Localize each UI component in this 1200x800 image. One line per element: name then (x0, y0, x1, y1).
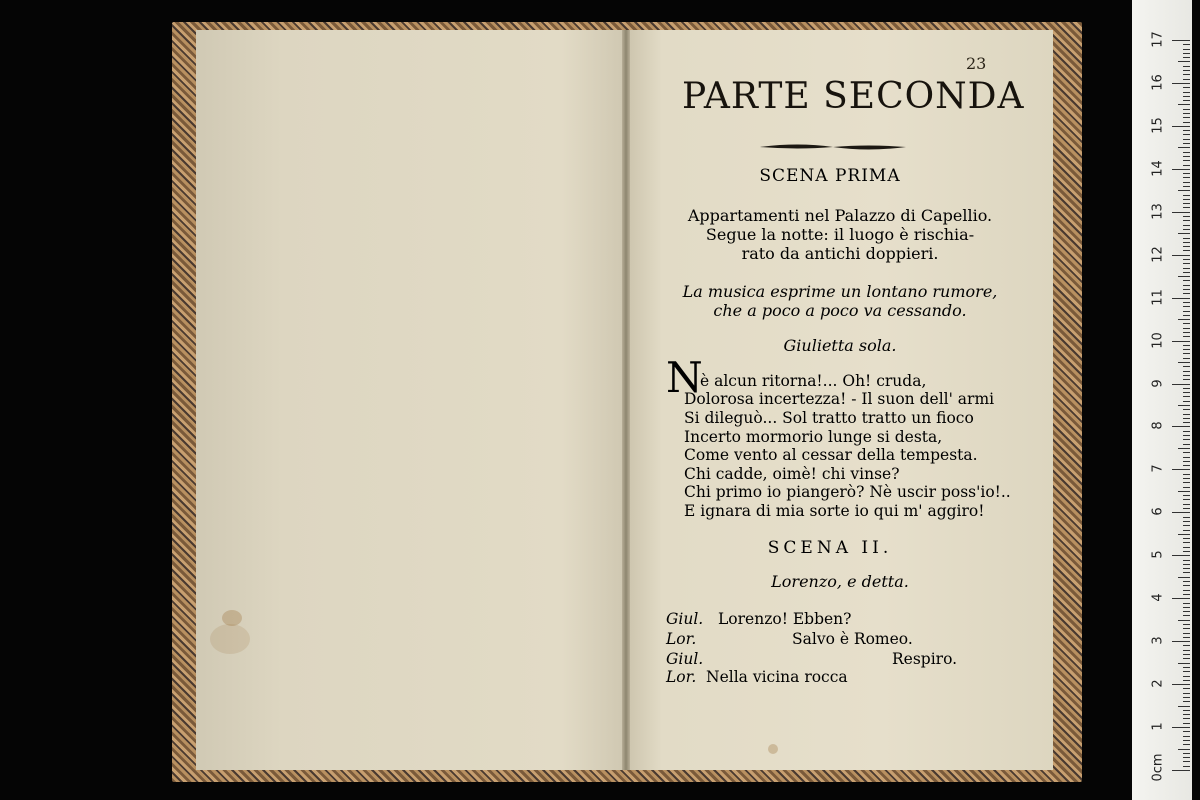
ruler-label: 3 (1150, 636, 1166, 645)
ruler-label: 16 (1150, 74, 1166, 91)
ruler-minor-tick (1183, 457, 1190, 458)
ruler-minor-tick (1183, 654, 1190, 655)
ruler-minor-tick (1183, 547, 1190, 548)
ruler-minor-tick (1183, 109, 1190, 110)
ruler-minor-tick (1183, 585, 1190, 586)
ruler-minor-tick (1183, 79, 1190, 80)
foxing-stain (768, 744, 778, 754)
ruler-minor-tick (1183, 203, 1190, 204)
dialogue-line: Salvo è Romeo. (792, 630, 913, 648)
ruler-minor-tick (1183, 396, 1190, 397)
ruler-minor-tick (1183, 177, 1190, 178)
ruler-minor-tick (1183, 409, 1190, 410)
ruler-minor-tick (1183, 633, 1190, 634)
ruler-label: 10 (1150, 331, 1166, 349)
ruler-label: 13 (1150, 202, 1166, 220)
ruler-tick (1172, 770, 1190, 771)
ruler-minor-tick (1183, 693, 1190, 694)
ruler-minor-tick (1183, 615, 1190, 616)
ruler-minor-tick (1178, 706, 1190, 707)
ruler-minor-tick (1183, 122, 1190, 123)
ruler-minor-tick (1183, 723, 1190, 724)
ruler-minor-tick (1183, 414, 1190, 415)
dialogue-speaker: Giul. (666, 610, 704, 628)
ruler-minor-tick (1183, 422, 1190, 423)
ruler-minor-tick (1183, 311, 1190, 312)
ruler-minor-tick (1183, 328, 1190, 329)
verse-line: E ignara di mia sorte io qui m' aggiro! (684, 502, 985, 520)
ruler-tick (1172, 255, 1190, 256)
ruler-tick (1172, 469, 1190, 470)
ruler-minor-tick (1183, 289, 1190, 290)
ruler-minor-tick (1183, 560, 1190, 561)
page-number: 23 (966, 54, 987, 73)
ruler-label: 14 (1150, 160, 1166, 177)
ruler-minor-tick (1183, 628, 1190, 629)
ruler-minor-tick (1183, 388, 1190, 389)
ruler-label: 7 (1150, 464, 1166, 474)
ruler-minor-tick (1183, 323, 1190, 324)
ruler-minor-tick (1183, 57, 1190, 58)
stage-direction: La musica esprime un lontano rumore, (682, 282, 998, 301)
ruler-minor-tick (1183, 242, 1190, 243)
ruler-minor-tick (1183, 87, 1190, 88)
ruler-minor-tick (1183, 53, 1190, 54)
ruler-label: 2 (1150, 679, 1166, 688)
ruler-minor-tick (1183, 332, 1190, 333)
ruler-minor-tick (1183, 624, 1190, 625)
ruler-minor-tick (1183, 710, 1190, 711)
verse-line: Come vento al cessar della tempesta. (684, 446, 978, 464)
ruler-minor-tick (1183, 345, 1190, 346)
ruler-minor-tick (1183, 152, 1190, 153)
foxing-stain (210, 624, 250, 654)
ruler-tick (1172, 298, 1190, 299)
ruler-minor-tick (1178, 577, 1190, 578)
ruler-minor-tick (1183, 757, 1190, 758)
ruler-minor-tick (1183, 199, 1190, 200)
ruler-minor-tick (1183, 572, 1190, 573)
ruler-minor-tick (1178, 104, 1190, 105)
ruler-minor-tick (1183, 761, 1190, 762)
ruler-minor-tick (1183, 461, 1190, 462)
ruler-minor-tick (1183, 718, 1190, 719)
ruler-minor-tick (1183, 268, 1190, 269)
ruler-minor-tick (1183, 134, 1190, 135)
ruler-minor-tick (1183, 482, 1190, 483)
ruler-minor-tick (1183, 49, 1190, 50)
ruler-label: 11 (1150, 288, 1166, 306)
ruler-minor-tick (1183, 637, 1190, 638)
ruler-label: 0cm (1150, 753, 1166, 782)
dialogue-speaker: Giul. (666, 650, 704, 668)
stage-direction: che a poco a poco va cessando. (713, 301, 967, 320)
ruler-minor-tick (1178, 362, 1190, 363)
ruler-minor-tick (1183, 504, 1190, 505)
ruler-minor-tick (1183, 487, 1190, 488)
ruler-minor-tick (1183, 315, 1190, 316)
ruler-minor-tick (1178, 749, 1190, 750)
ruler-minor-tick (1178, 319, 1190, 320)
verse-line: Incerto mormorio lunge si desta, (684, 428, 943, 446)
dialogue-speaker: Lor. (666, 630, 697, 648)
ruler-minor-tick (1178, 405, 1190, 406)
ruler-tick (1172, 212, 1190, 213)
ruler-label: 17 (1150, 31, 1166, 48)
ruler-tick (1172, 727, 1190, 728)
ruler-minor-tick (1183, 70, 1190, 71)
ruler-minor-tick (1178, 620, 1190, 621)
ruler-minor-tick (1183, 220, 1190, 221)
ruler-minor-tick (1183, 186, 1190, 187)
ruler-minor-tick (1183, 671, 1190, 672)
ruler-minor-tick (1183, 225, 1190, 226)
ruler-minor-tick (1183, 130, 1190, 131)
ruler-minor-tick (1183, 603, 1190, 604)
ruler-minor-tick (1183, 366, 1190, 367)
ruler-minor-tick (1183, 156, 1190, 157)
ruler-minor-tick (1183, 173, 1190, 174)
ruler-minor-tick (1183, 439, 1190, 440)
ruler-minor-tick (1183, 676, 1190, 677)
ruler-minor-tick (1183, 731, 1190, 732)
ruler-tick (1172, 169, 1190, 170)
ruler-minor-tick (1183, 744, 1190, 745)
ruler-minor-tick (1183, 229, 1190, 230)
drop-cap: N (666, 353, 703, 402)
ruler-minor-tick (1183, 246, 1190, 247)
ruler-minor-tick (1183, 259, 1190, 260)
ruler-minor-tick (1183, 452, 1190, 453)
ruler-minor-tick (1183, 306, 1190, 307)
ruler-minor-tick (1183, 216, 1190, 217)
book-gutter (622, 30, 630, 770)
ruler-minor-tick (1178, 147, 1190, 148)
ruler-minor-tick (1183, 607, 1190, 608)
verse-line: Chi cadde, oimè! chi vinse? (684, 465, 900, 483)
ruler-minor-tick (1183, 375, 1190, 376)
ruler-minor-tick (1183, 650, 1190, 651)
ruler-minor-tick (1178, 491, 1190, 492)
ruler-tick (1172, 512, 1190, 513)
ruler-minor-tick (1183, 444, 1190, 445)
character-note: Lorenzo, e detta. (771, 572, 909, 591)
ruler-minor-tick (1183, 379, 1190, 380)
ruler-tick (1172, 598, 1190, 599)
ruler-minor-tick (1183, 521, 1190, 522)
ruler-minor-tick (1183, 165, 1190, 166)
ruler-minor-tick (1178, 663, 1190, 664)
ruler-label: 5 (1150, 550, 1166, 559)
ruler-minor-tick (1183, 753, 1190, 754)
scene-heading: SCENA II. (767, 538, 893, 558)
ruler-minor-tick (1183, 358, 1190, 359)
ruler-minor-tick (1183, 542, 1190, 543)
ruler-minor-tick (1183, 302, 1190, 303)
ruler-minor-tick (1183, 207, 1190, 208)
ruler-minor-tick (1183, 564, 1190, 565)
ruler-label: 9 (1150, 378, 1166, 388)
verse-line: Chi primo io piangerò? Nè uscir poss'io!.. (684, 483, 1011, 501)
ruler-minor-tick (1183, 293, 1190, 294)
ruler-minor-tick (1178, 534, 1190, 535)
ruler-minor-tick (1183, 74, 1190, 75)
ruler-tick (1172, 384, 1190, 385)
ruler-label: 8 (1150, 421, 1166, 431)
ruler-label: 1 (1150, 722, 1166, 731)
ruler-minor-tick (1183, 525, 1190, 526)
ruler-tick (1172, 40, 1190, 41)
left-page (196, 30, 626, 770)
verse-line: Si dileguò... Sol tratto tratto un fioco (684, 409, 974, 427)
ruler-minor-tick (1183, 353, 1190, 354)
ruler-minor-tick (1183, 688, 1190, 689)
ruler-tick (1172, 555, 1190, 556)
ruler-minor-tick (1183, 581, 1190, 582)
ruler-minor-tick (1183, 263, 1190, 264)
ruler-minor-tick (1183, 100, 1190, 101)
ruler-minor-tick (1183, 96, 1190, 97)
ruler-minor-tick (1183, 530, 1190, 531)
ruler-minor-tick (1183, 499, 1190, 500)
setting-line: Segue la notte: il luogo è rischia- (705, 225, 975, 244)
ruler-minor-tick (1183, 495, 1190, 496)
ruler-minor-tick (1183, 714, 1190, 715)
ruler-minor-tick (1183, 182, 1190, 183)
ruler-minor-tick (1178, 448, 1190, 449)
ornament-rule (758, 140, 908, 154)
ruler-minor-tick (1183, 508, 1190, 509)
ruler-minor-tick (1183, 195, 1190, 196)
verse-line: è alcun ritorna!... Oh! cruda, (700, 372, 927, 390)
ruler-minor-tick (1183, 766, 1190, 767)
ruler-minor-tick (1183, 418, 1190, 419)
ruler-minor-tick (1183, 280, 1190, 281)
dialogue-line: Lorenzo! Ebben? (718, 610, 852, 628)
ruler-minor-tick (1183, 568, 1190, 569)
ruler-tick (1172, 641, 1190, 642)
ruler-minor-tick (1183, 658, 1190, 659)
ruler-minor-tick (1183, 645, 1190, 646)
scene-heading: SCENA PRIMA (759, 166, 901, 186)
ruler-minor-tick (1183, 740, 1190, 741)
ruler-tick (1172, 83, 1190, 84)
ruler-minor-tick (1183, 44, 1190, 45)
ruler-label: 12 (1150, 245, 1166, 263)
ruler-minor-tick (1183, 336, 1190, 337)
ruler-minor-tick (1183, 478, 1190, 479)
ruler-minor-tick (1183, 92, 1190, 93)
ruler-minor-tick (1183, 392, 1190, 393)
ruler-minor-tick (1183, 285, 1190, 286)
ruler-minor-tick (1183, 517, 1190, 518)
dialogue-speaker: Lor. (666, 668, 697, 686)
ruler-minor-tick (1183, 143, 1190, 144)
ruler-tick (1172, 426, 1190, 427)
ruler-label: 15 (1150, 117, 1166, 134)
ruler-tick (1172, 684, 1190, 685)
ruler-tick (1172, 126, 1190, 127)
ruler-minor-tick (1183, 139, 1190, 140)
ruler-minor-tick (1183, 611, 1190, 612)
ruler-minor-tick (1183, 465, 1190, 466)
ruler-label: 6 (1150, 507, 1166, 516)
ruler-minor-tick (1178, 276, 1190, 277)
ruler-minor-tick (1183, 590, 1190, 591)
ruler-minor-tick (1183, 113, 1190, 114)
ruler-minor-tick (1183, 474, 1190, 475)
ruler-minor-tick (1178, 61, 1190, 62)
verse-line: Dolorosa incertezza! - Il suon dell' armi (684, 390, 995, 408)
ruler-minor-tick (1183, 250, 1190, 251)
ruler-minor-tick (1183, 435, 1190, 436)
ruler-minor-tick (1183, 117, 1190, 118)
ruler-minor-tick (1183, 667, 1190, 668)
ruler-minor-tick (1183, 160, 1190, 161)
ruler-minor-tick (1178, 233, 1190, 234)
ruler-minor-tick (1183, 272, 1190, 273)
ruler-minor-tick (1183, 594, 1190, 595)
dialogue-line: Respiro. (892, 650, 958, 668)
character-note: Giulietta sola. (783, 336, 897, 355)
ruler-minor-tick (1183, 371, 1190, 372)
ruler-minor-tick (1183, 431, 1190, 432)
ruler-minor-tick (1183, 349, 1190, 350)
ruler-minor-tick (1178, 190, 1190, 191)
ruler-minor-tick (1183, 697, 1190, 698)
ruler-minor-tick (1183, 736, 1190, 737)
ruler-minor-tick (1183, 401, 1190, 402)
ruler-minor-tick (1183, 551, 1190, 552)
ruler-minor-tick (1183, 66, 1190, 67)
page-title: PARTE SECONDA (682, 76, 1025, 117)
ruler-minor-tick (1183, 238, 1190, 239)
ruler-minor-tick (1183, 538, 1190, 539)
setting-line: rato da antichi doppieri. (741, 244, 939, 263)
ruler-minor-tick (1183, 680, 1190, 681)
ruler-label: 4 (1150, 593, 1166, 602)
dialogue-line: Nella vicina rocca (706, 668, 848, 686)
ruler-minor-tick (1183, 701, 1190, 702)
ruler-tick (1172, 341, 1190, 342)
setting-line: Appartamenti nel Palazzo di Capellio. (687, 206, 993, 225)
